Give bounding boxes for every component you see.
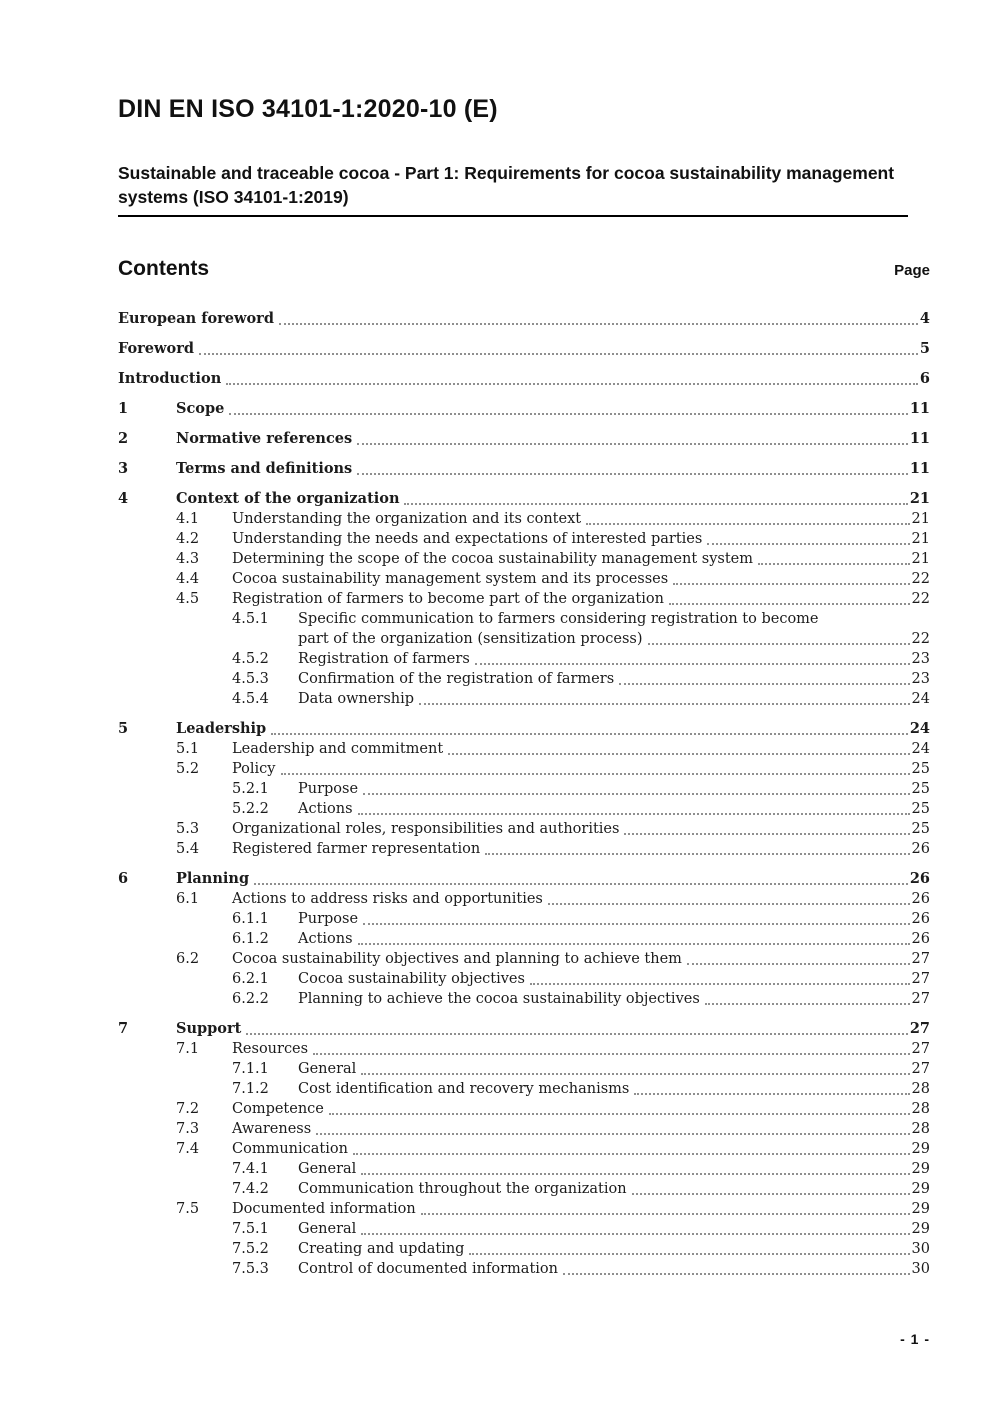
dot-leader <box>404 503 907 505</box>
toc-entry-number: 6.1.1 <box>232 911 269 927</box>
toc-entry <box>118 799 930 819</box>
toc-entry <box>118 369 930 389</box>
toc-entry-title: European foreword <box>118 310 274 327</box>
dot-leader <box>316 1133 909 1135</box>
toc-entry-title: General <box>298 1221 357 1237</box>
toc-entry <box>118 489 930 509</box>
dot-leader <box>634 1093 909 1095</box>
toc-entry-page: 28 <box>911 1081 930 1097</box>
toc-entry-page: 21 <box>911 531 930 547</box>
toc-entry-title: Cocoa sustainability management system and its processes <box>232 571 669 587</box>
dot-leader <box>363 923 909 925</box>
toc-entry <box>118 649 930 669</box>
toc-entry-number: 7.4.2 <box>232 1181 269 1197</box>
toc-entry-number: 5.4 <box>176 841 200 857</box>
toc-entry-title: Planning to achieve the cocoa sustainability objectives <box>298 991 700 1007</box>
toc-entry-page: 30 <box>911 1261 930 1277</box>
dot-leader <box>361 1073 909 1075</box>
toc-entry <box>118 909 930 929</box>
contents-heading: Contents <box>118 257 209 280</box>
toc-entry-number: 4.2 <box>176 531 200 547</box>
toc-entry <box>118 1139 930 1159</box>
toc-entry-title: Policy <box>232 761 276 777</box>
toc-entry <box>118 309 930 329</box>
dot-leader <box>229 413 907 415</box>
toc-entry-page: 29 <box>911 1181 930 1197</box>
toc-entry <box>118 929 930 949</box>
toc-entry-title: Organizational roles, responsibilities and authorities <box>232 821 620 837</box>
dot-leader <box>358 813 910 815</box>
toc-entry-number: 7.4 <box>176 1141 200 1157</box>
toc-entry-title: Communication throughout the organization <box>298 1181 627 1197</box>
toc-entry-number: 4.4 <box>176 571 200 587</box>
toc-entry <box>118 1179 930 1199</box>
dot-leader <box>226 383 918 385</box>
toc-entry-title: Foreword <box>118 340 194 357</box>
toc-entry-title: Awareness <box>232 1121 312 1137</box>
toc-entry-number: 6.1.2 <box>232 931 269 947</box>
dot-leader <box>469 1253 909 1255</box>
toc-entry-title: Specific communication to farmers considering registration to become <box>298 611 819 627</box>
toc-entry-page: 27 <box>911 951 930 967</box>
toc-entry-number: 5.1 <box>176 741 200 757</box>
dot-leader <box>632 1193 910 1195</box>
dot-leader <box>448 753 909 755</box>
toc-entry-page: 29 <box>911 1221 930 1237</box>
toc-entry-page: 25 <box>911 761 930 777</box>
toc-entry <box>118 609 930 649</box>
toc-entry-title: Planning <box>176 870 250 887</box>
toc-entry-number: 7.1 <box>176 1041 200 1057</box>
toc-entry-title: Purpose <box>298 911 359 927</box>
toc-entry <box>118 339 930 359</box>
page-content <box>0 93 992 1279</box>
toc-entry-title: Data ownership <box>298 691 415 707</box>
toc-entry-title: Scope <box>176 400 225 417</box>
toc-entry <box>118 1119 930 1139</box>
toc-entry-number: 7.5.1 <box>232 1221 269 1237</box>
toc-entry-number: 5.2 <box>176 761 200 777</box>
toc-entry <box>118 1059 930 1079</box>
dot-leader <box>648 643 910 645</box>
toc-entry-line <box>298 629 930 649</box>
toc-entry-title: Resources <box>232 1041 309 1057</box>
toc-entry-page: 21 <box>911 551 930 567</box>
toc-entry-number: 7.3 <box>176 1121 200 1137</box>
toc-entry-page: 5 <box>919 340 930 357</box>
toc-entry-title: Determining the scope of the cocoa sustainability management system <box>232 551 753 567</box>
toc-entry <box>118 1199 930 1219</box>
toc-entry-title: Registered farmer representation <box>232 841 481 857</box>
toc-entry-page: 26 <box>911 841 930 857</box>
toc-entry-number: 4.5.2 <box>232 651 269 667</box>
dot-leader <box>271 733 908 735</box>
toc-entry-title: Creating and updating <box>298 1241 465 1257</box>
toc-entry-number: 5.2.2 <box>232 801 269 817</box>
page-column-label: Page <box>894 262 930 279</box>
toc-entry-page: 23 <box>911 651 930 667</box>
toc-entry-title: General <box>298 1061 357 1077</box>
toc-entry-title: Support <box>176 1020 242 1037</box>
toc-entry-number: 4.5.4 <box>232 691 269 707</box>
toc-entry-title: Leadership and commitment <box>232 741 444 757</box>
toc-entry <box>118 589 930 609</box>
toc-entry-page: 24 <box>911 691 930 707</box>
dot-leader <box>246 1033 908 1035</box>
dot-leader <box>669 603 910 605</box>
toc-entry <box>118 459 930 479</box>
toc-entry-number: 6.1 <box>176 891 200 907</box>
toc-entry <box>118 1099 930 1119</box>
dot-leader <box>199 353 918 355</box>
dot-leader <box>475 663 910 665</box>
toc-entry-title: Actions <box>298 801 353 817</box>
dot-leader <box>357 443 908 445</box>
toc-entry-number: 7.5.2 <box>232 1241 269 1257</box>
toc-entry-page: 11 <box>909 460 930 477</box>
toc-entry <box>118 869 930 889</box>
toc-entry-page: 6 <box>919 370 930 387</box>
toc-entry-page: 11 <box>909 430 930 447</box>
toc-entry <box>118 739 930 759</box>
toc-entry-title: Normative references <box>176 430 353 447</box>
toc-entry <box>118 839 930 859</box>
toc-entry-page: 22 <box>911 571 930 587</box>
toc-entry-page: 22 <box>911 631 930 647</box>
toc-entry-number: 1 <box>118 400 129 417</box>
toc-entry-title: Actions to address risks and opportunities <box>232 891 543 907</box>
toc-entry-page: 30 <box>911 1241 930 1257</box>
toc-entry-number: 4.5.3 <box>232 671 269 687</box>
toc-entry-page: 11 <box>909 400 930 417</box>
dot-leader <box>358 943 910 945</box>
toc-entry-title: Purpose <box>298 781 359 797</box>
dot-leader <box>705 1003 910 1005</box>
toc-entry <box>118 529 930 549</box>
dot-leader <box>281 773 910 775</box>
dot-leader <box>673 583 909 585</box>
toc-entry-number: 5 <box>118 720 129 737</box>
toc-entry-page: 21 <box>909 490 930 507</box>
toc-entry-page: 26 <box>911 911 930 927</box>
footer-page-number: - 1 - <box>900 1331 930 1347</box>
toc-entry <box>118 819 930 839</box>
dot-leader <box>419 703 910 705</box>
toc-entry <box>118 669 930 689</box>
dot-leader <box>563 1273 910 1275</box>
toc-entry <box>118 759 930 779</box>
dot-leader <box>548 903 910 905</box>
toc-entry-number: 4.5.1 <box>232 611 269 627</box>
toc-entry-title: Introduction <box>118 370 222 387</box>
toc-entry-number: 7.5 <box>176 1201 200 1217</box>
toc-entry-title: Understanding the needs and expectations of interested parties <box>232 531 703 547</box>
toc-list <box>118 281 930 1279</box>
toc-entry-number: 4 <box>118 490 129 507</box>
toc-entry-number: 7.4.1 <box>232 1161 269 1177</box>
toc-entry-page: 4 <box>919 310 930 327</box>
toc-entry-number: 7 <box>118 1020 129 1037</box>
toc-entry-title: Leadership <box>176 720 267 737</box>
toc-entry <box>118 569 930 589</box>
document-number: DIN EN ISO 34101-1:2020-10 (E) <box>118 95 498 123</box>
toc-entry-page: 26 <box>909 870 930 887</box>
toc-entry <box>118 1039 930 1059</box>
toc-entry-number: 7.5.3 <box>232 1261 269 1277</box>
toc-entry-number: 2 <box>118 430 129 447</box>
toc-entry-number: 6.2.1 <box>232 971 269 987</box>
dot-leader <box>707 543 909 545</box>
toc-entry-number: 6.2.2 <box>232 991 269 1007</box>
dot-leader <box>357 473 908 475</box>
dot-leader <box>530 983 910 985</box>
contents-header <box>118 257 930 281</box>
toc-entry-title: Terms and definitions <box>176 460 353 477</box>
toc-entry <box>118 1079 930 1099</box>
dot-leader <box>363 793 909 795</box>
toc-entry-title: Registration of farmers to become part of the organization <box>232 591 664 607</box>
toc-entry-title: part of the organization (sensitization process) <box>298 631 643 647</box>
dot-leader <box>279 323 918 325</box>
toc-entry-page: 27 <box>911 1041 930 1057</box>
dot-leader <box>313 1053 909 1055</box>
toc-entry-title: Confirmation of the registration of farmers <box>298 671 615 687</box>
dot-leader <box>254 883 908 885</box>
toc-entry-page: 24 <box>911 741 930 757</box>
toc-entry-page: 24 <box>909 720 930 737</box>
dot-leader <box>586 523 909 525</box>
dot-leader <box>687 963 910 965</box>
toc-entry <box>118 1239 930 1259</box>
toc-entry-page: 26 <box>911 931 930 947</box>
toc-entry-number: 4.5 <box>176 591 200 607</box>
toc-entry-number: 7.1.1 <box>232 1061 269 1077</box>
toc-entry-page: 28 <box>911 1121 930 1137</box>
toc-entry <box>118 509 930 529</box>
toc-entry <box>118 889 930 909</box>
dot-leader <box>329 1113 910 1115</box>
toc-entry-page: 25 <box>911 781 930 797</box>
toc-entry <box>118 1259 930 1279</box>
toc-entry-title: Cocoa sustainability objectives <box>298 971 525 987</box>
toc-entry <box>118 399 930 419</box>
toc-entry <box>118 719 930 739</box>
toc-entry-page: 27 <box>911 991 930 1007</box>
toc-entry-page: 28 <box>911 1101 930 1117</box>
toc-entry <box>118 949 930 969</box>
toc-entry-page: 25 <box>911 821 930 837</box>
toc-entry <box>118 429 930 449</box>
dot-leader <box>619 683 909 685</box>
toc-entry <box>118 689 930 709</box>
toc-entry-page: 27 <box>911 1061 930 1077</box>
toc-entry-page: 23 <box>911 671 930 687</box>
toc-entry-page: 22 <box>911 591 930 607</box>
toc-entry-title: Cost identification and recovery mechanisms <box>298 1081 630 1097</box>
toc-entry-title: Understanding the organization and its context <box>232 511 582 527</box>
toc-entry <box>118 1159 930 1179</box>
dot-leader <box>361 1173 909 1175</box>
toc-entry-title: Cocoa sustainability objectives and planning to achieve them <box>232 951 682 967</box>
dot-leader <box>421 1213 910 1215</box>
toc-entry-title: Competence <box>232 1101 324 1117</box>
dot-leader <box>353 1153 910 1155</box>
dot-leader <box>624 833 909 835</box>
dot-leader <box>485 853 909 855</box>
toc-entry-page: 25 <box>911 801 930 817</box>
dot-leader <box>361 1233 909 1235</box>
toc-entry <box>118 1219 930 1239</box>
toc-entry <box>118 969 930 989</box>
toc-entry-number: 4.3 <box>176 551 200 567</box>
toc-entry-page: 21 <box>911 511 930 527</box>
toc-entry <box>118 1019 930 1039</box>
toc-entry <box>118 989 930 1009</box>
toc-entry-title: General <box>298 1161 357 1177</box>
toc-entry-line <box>118 609 930 629</box>
toc-entry-title: Actions <box>298 931 353 947</box>
toc-entry-title: Registration of farmers <box>298 651 470 667</box>
toc-entry-number: 3 <box>118 460 129 477</box>
document-title: Sustainable and traceable cocoa - Part 1: Requirements for cocoa sustainability management systems (ISO 34101-1:2019) <box>118 161 908 217</box>
toc-entry-number: 6 <box>118 870 129 887</box>
toc-entry-title: Context of the organization <box>176 490 400 507</box>
toc-entry-number: 7.2 <box>176 1101 200 1117</box>
toc-entry-number: 4.1 <box>176 511 200 527</box>
toc-entry-number: 5.2.1 <box>232 781 269 797</box>
toc-entry-page: 29 <box>911 1141 930 1157</box>
toc-entry-number: 7.1.2 <box>232 1081 269 1097</box>
toc-entry-page: 26 <box>911 891 930 907</box>
toc-entry <box>118 549 930 569</box>
dot-leader <box>758 563 910 565</box>
toc-entry-number: 5.3 <box>176 821 200 837</box>
toc-entry-title: Documented information <box>232 1201 416 1217</box>
toc-entry-title: Control of documented information <box>298 1261 558 1277</box>
toc-entry-number: 6.2 <box>176 951 200 967</box>
toc-entry-page: 27 <box>911 971 930 987</box>
toc-entry-page: 27 <box>909 1020 930 1037</box>
toc-entry <box>118 779 930 799</box>
toc-entry-title: Communication <box>232 1141 348 1157</box>
toc-entry-page: 29 <box>911 1161 930 1177</box>
toc-entry-page: 29 <box>911 1201 930 1217</box>
